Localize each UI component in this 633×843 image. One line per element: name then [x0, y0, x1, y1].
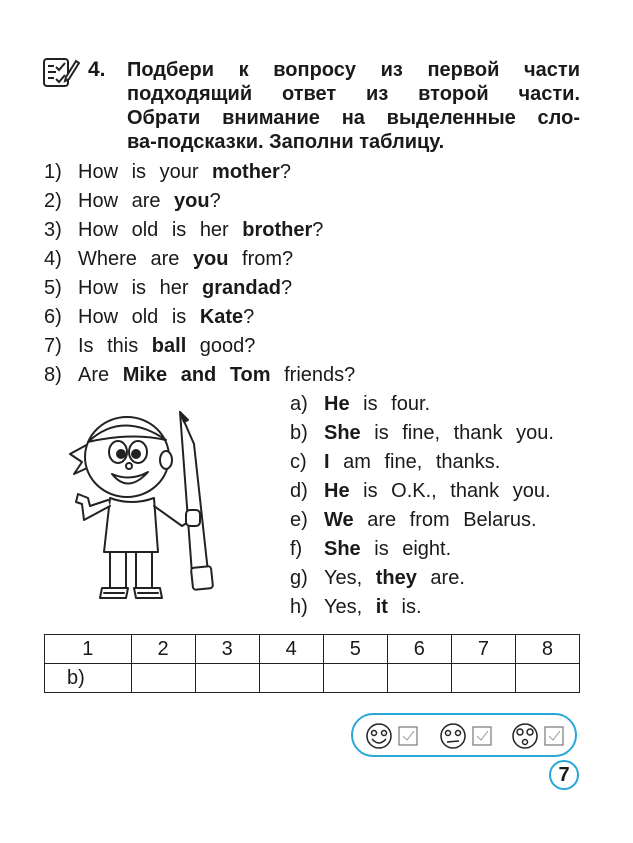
confused-face-icon — [513, 724, 537, 748]
checkbox-icon — [473, 727, 491, 745]
table-answer-cell[interactable] — [323, 664, 387, 693]
instruction-line: Обрати внимание на выделенные сло- — [127, 107, 580, 129]
table-header-cell: 6 — [387, 635, 451, 664]
question-item: 7) Is this ball good? — [44, 335, 256, 357]
self-assessment-panel — [351, 713, 577, 757]
answer-item: d) He is O.K., thank you. — [290, 480, 551, 502]
task-number: 4. — [88, 58, 106, 81]
page-number: 7 — [549, 760, 579, 790]
table-answer-cell[interactable] — [515, 664, 579, 693]
table-header-cell: 5 — [323, 635, 387, 664]
table-answer-cell[interactable]: b) — [45, 664, 132, 693]
table-answer-cell[interactable] — [195, 664, 259, 693]
boy-with-pencil-illustration — [62, 402, 252, 622]
checkbox-icon — [399, 727, 417, 745]
question-item: 2) How are you? — [44, 190, 221, 212]
instruction-line: ва-подсказки. Заполни таблицу. — [127, 131, 445, 153]
table-answer-cell[interactable] — [387, 664, 451, 693]
table-header-cell: 1 — [45, 635, 132, 664]
question-item: 4) Where are you from? — [44, 248, 294, 270]
answer-item: b) She is fine, thank you. — [290, 422, 554, 444]
question-item: 3) How old is her brother? — [44, 219, 324, 241]
neutral-face-icon — [441, 724, 465, 748]
table-answer-cell[interactable] — [259, 664, 323, 693]
answer-item: h) Yes, it is. — [290, 596, 422, 618]
table-answer-cell[interactable] — [131, 664, 195, 693]
happy-face-icon — [367, 724, 391, 748]
task-notepad-icon — [42, 55, 80, 89]
answer-table — [44, 634, 580, 693]
table-header-cell: 4 — [259, 635, 323, 664]
table-header-cell: 2 — [131, 635, 195, 664]
instruction-line: Подбери к вопросу из первой части — [127, 59, 580, 81]
answer-item: g) Yes, they are. — [290, 567, 465, 589]
table-header-cell: 8 — [515, 635, 579, 664]
table-header-cell: 7 — [451, 635, 515, 664]
question-item: 1) How is your mother? — [44, 161, 291, 183]
table-header-row — [45, 635, 580, 664]
answer-item: a) He is four. — [290, 393, 431, 415]
table-answer-row — [45, 664, 580, 693]
instruction-line: подходящий ответ из второй части. — [127, 83, 580, 105]
question-item: 6) How old is Kate? — [44, 306, 255, 328]
task-instructions — [127, 58, 580, 154]
table-header-cell: 3 — [195, 635, 259, 664]
question-item: 8) Are Mike and Tom friends? — [44, 364, 356, 386]
answer-item: e) We are from Belarus. — [290, 509, 537, 531]
answer-item: c) I am fine, thanks. — [290, 451, 501, 473]
checkbox-icon — [545, 727, 563, 745]
self-assessment-faces — [353, 715, 579, 759]
question-item: 5) How is her grandad? — [44, 277, 293, 299]
table-answer-cell[interactable] — [451, 664, 515, 693]
answer-item: f) She is eight. — [290, 538, 452, 560]
